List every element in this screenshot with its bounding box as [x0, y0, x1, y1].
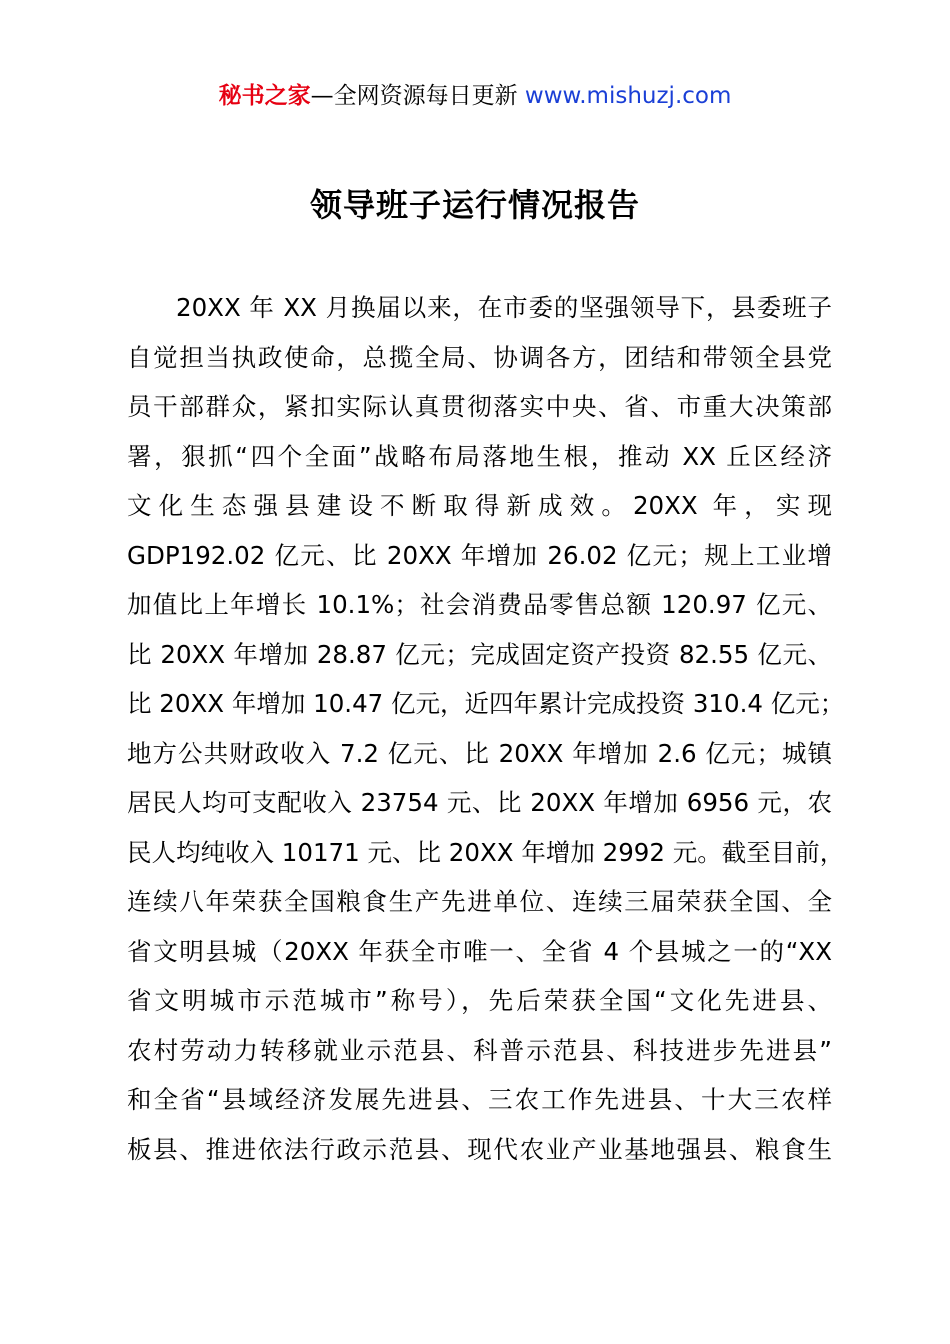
paragraph-line: 省文明城市示范城市”称号），先后荣获全国“文化先进县、 [127, 986, 832, 1015]
paragraph-line: 农村劳动力转移就业示范县、科普示范县、科技进步先进县” [127, 1035, 832, 1065]
paragraph-line: 比 20XX 年增加 10.47 亿元，近四年累计完成投资 310.4 亿元； [127, 689, 845, 718]
paragraph-line: 自觉担当执政使命，总揽全局、协调各方，团结和带领全县党 [127, 342, 832, 372]
header-tagline: —全网资源每日更新 [310, 83, 525, 109]
document-title: 领导班子运行情况报告 [309, 186, 640, 224]
paragraph-line: 居民人均可支配收入 23754 元、比 20XX 年增加 6956 元，农 [127, 788, 832, 817]
paragraph-line: 省文明县城（20XX 年获全市唯一、全省 4 个县城之一的“XX [127, 936, 832, 966]
paragraph-line: 板县、推进依法行政示范县、现代农业产业基地强县、粮食生 [127, 1134, 832, 1164]
paragraph-line: 连续八年荣获全国粮食生产先进单位、连续三届荣获全国、全 [127, 887, 832, 916]
document-body [127, 283, 845, 1174]
paragraph-line: 和全省“县域经济发展先进县、三农工作先进县、十大三农样 [127, 1085, 832, 1114]
paragraph-line: GDP192.02 亿元、比 20XX 年增加 26.02 亿元；规上工业增 [127, 540, 832, 570]
site-url-link[interactable]: www.mishuzj.com [524, 83, 732, 109]
paragraph-line: 加值比上年增长 10.1%；社会消费品零售总额 120.97 亿元、 [127, 590, 832, 619]
paragraph-line: 文化生态强县建设不断取得新成效。20XX 年，实现 [127, 491, 832, 520]
paragraph-line: 20XX 年 XX 月换届以来，在市委的坚强领导下，县委班子 [176, 293, 832, 322]
paragraph-line: 比 20XX 年增加 28.87 亿元；完成固定资产投资 82.55 亿元、 [127, 639, 832, 669]
paragraph-line: 员干部群众，紧扣实际认真贯彻落实中央、省、市重大决策部 [127, 392, 832, 421]
paragraph-line: 署，狠抓“四个全面”战略布局落地生根，推动 XX 丘区经济 [127, 441, 832, 471]
paragraph-line: 地方公共财政收入 7.2 亿元、比 20XX 年增加 2.6 亿元；城镇 [127, 738, 832, 768]
site-header [0, 78, 950, 114]
brand-name: 秘书之家 [218, 83, 311, 109]
paragraph-line: 民人均纯收入 10171 元、比 20XX 年增加 2992 元。截至目前， [127, 837, 845, 867]
